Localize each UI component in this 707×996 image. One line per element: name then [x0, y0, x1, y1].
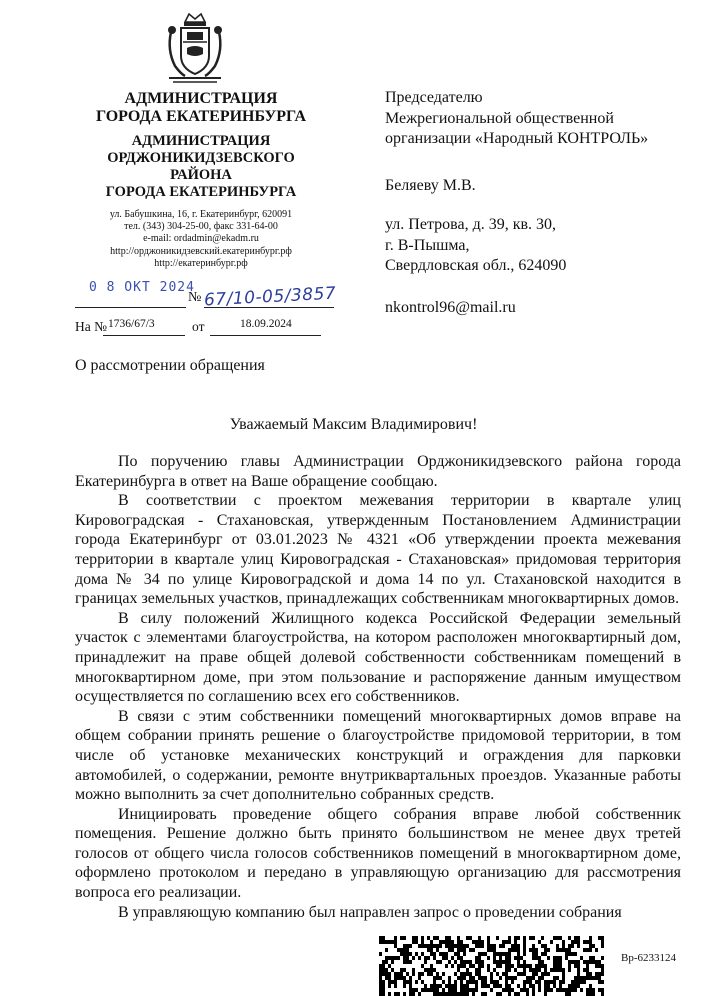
date-underline	[75, 307, 186, 308]
recipient-address: г. В-Пышма,	[385, 236, 470, 254]
number-underline	[204, 307, 334, 308]
contact-phone: тел. (343) 304-25-00, факс 331-64-00	[124, 221, 278, 233]
recipient-block	[385, 88, 685, 318]
organization-name: АДМИНИСТРАЦИЯ ГОРОДА ЕКАТЕРИНБУРГА	[95, 90, 307, 125]
outgoing-number-label: №	[188, 290, 202, 305]
document-code: Вр-6233124	[621, 952, 676, 964]
recipient-name: Беляеву М.В.	[385, 176, 476, 194]
recipient-title: Председателю	[385, 89, 483, 106]
letter-subject: О рассмотрении обращения	[75, 357, 265, 374]
body-paragraph: В управляющую компанию был направлен запрос о проведении собрания	[118, 903, 622, 921]
reference-date-underline	[210, 335, 321, 336]
body-paragraph: В соответствии с проектом межевания территории в квартале улиц Кировоградская - Стахановская, утвержденным Постановлением Администрации города Екатеринбург от 03.01.2023 № 4321 «Об утверждении проекта межевания территории в квартале улиц Кировоградская - Стахановская» придомовая территория дома № 34 по улице Кировоградской и дома 14 по ул. Стахановской находится в границах земельных участков, принадлежащих собственникам многоквартирных домов.	[75, 492, 681, 608]
reference-number-underline	[103, 335, 185, 336]
body-paragraph: В связи с этим собственники помещений многоквартирных домов вправе на общем собрании принять решение о благоустройстве придомовой территории, в том числе об установке механических конструкций и ограждения для парковки автомобилей, о содержании, ремонте внутриквартальных проездов. Указанные работы можно выполнить за счет дополнительно собранных средств.	[75, 707, 681, 804]
contact-email: e-mail: ordadmin@ekadm.ru	[143, 233, 259, 245]
contact-website-district: http://орджоникидзевский.екатеринбург.рф	[110, 245, 292, 257]
document-barcode-icon	[379, 936, 604, 996]
city-coat-of-arms-icon	[163, 10, 227, 86]
reference-number: 1736/67/3	[108, 318, 155, 330]
recipient-org-line: Межрегиональной общественной	[385, 109, 614, 127]
registration-stamp-date: 0 8 ОКТ 2024	[89, 280, 195, 295]
body-paragraph: Инициировать проведение общего собрания вправе любой собственник помещения. Решение должно быть принято большинством не менее двух третей голосов от общего числа голосов собственников помещений в многоквартирном доме, оформлено протоколом и передано в управляющую организацию для рассмотрения вопроса его реализации.	[75, 805, 681, 902]
reference-number-label: На №	[75, 319, 107, 334]
recipient-address: Свердловская обл., 624090	[385, 257, 567, 274]
body-paragraph: В силу положений Жилищного кодекса Российской Федерации земельный участок с элементами благоустройства, на котором расположен многоквартирный дом, принадлежит на праве общей долевой собственности собственникам помещений в многоквартирном доме, при этом пользование и распоряжение данным имуществом осуществляется по соглашению всех его собственников.	[75, 609, 681, 706]
recipient-address: ул. Петрова, д. 39, кв. 30,	[385, 216, 557, 233]
reference-date-label: от	[192, 319, 205, 334]
letter-greeting: Уважаемый Максим Владимирович!	[229, 416, 478, 433]
outgoing-number-handwritten: 67/10-05/3857	[203, 283, 337, 311]
body-paragraph: По поручению главы Администрации Орджоникидзевского района города Екатеринбурга в ответ на Ваше обращение сообщаю.	[75, 453, 681, 490]
reference-date: 18.09.2024	[240, 318, 292, 330]
letter-body	[75, 452, 681, 922]
recipient-org-line: организации «Народный КОНТРОЛЬ»	[385, 130, 649, 147]
contact-address: ул. Бабушкина, 16, г. Екатеринбург, 620091	[109, 209, 293, 220]
contact-info	[70, 209, 332, 270]
department-name: АДМИНИСТРАЦИЯ ОРДЖОНИКИДЗЕВСКОГО РАЙОНА ГОРОДА ЕКАТЕРИНБУРГА	[105, 133, 297, 200]
contact-website-city: http://екатеринбург.рф	[154, 257, 248, 269]
recipient-email: nkontrol96@mail.ru	[385, 298, 516, 316]
